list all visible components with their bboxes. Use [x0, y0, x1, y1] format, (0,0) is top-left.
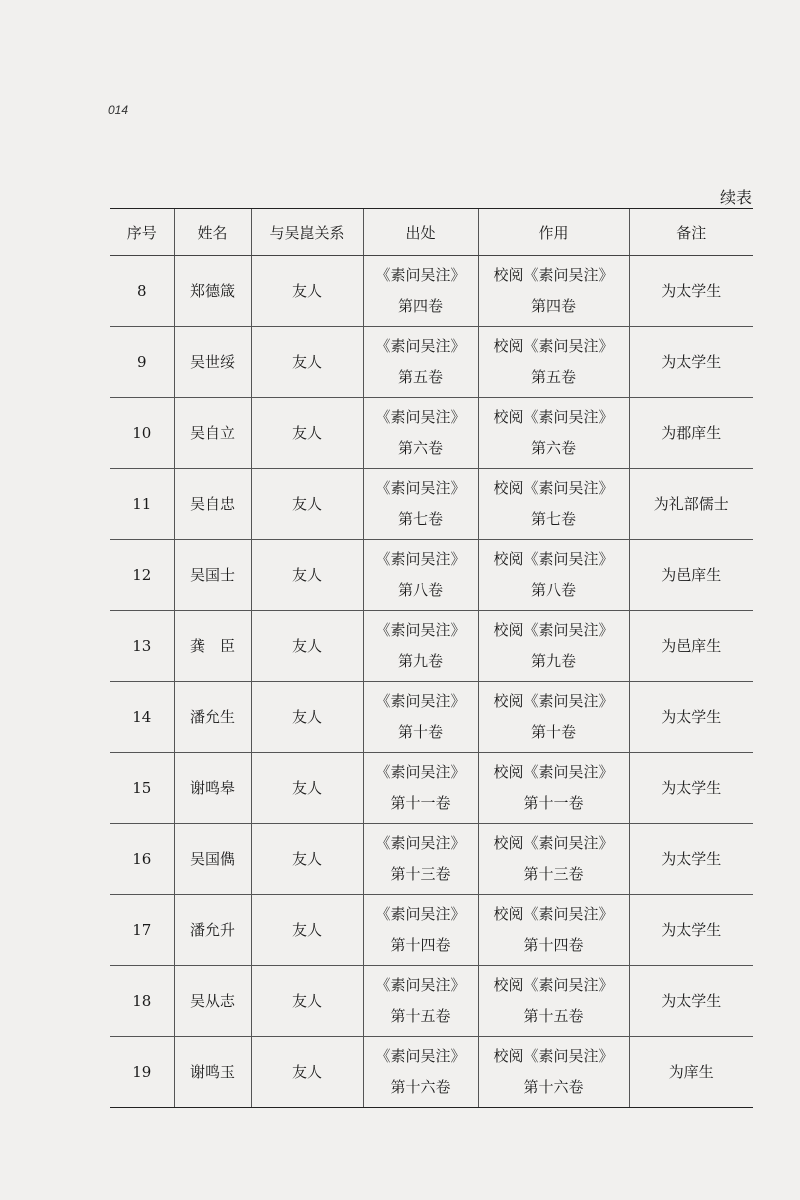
table-row: [110, 256, 753, 327]
cell-note: 为太学生: [629, 966, 753, 1037]
source-title: 《素问吴注》: [375, 905, 466, 923]
table-body: [110, 256, 753, 1108]
source-title: 《素问吴注》: [375, 266, 466, 284]
cell-source: [363, 682, 478, 753]
role-volume: 第五卷: [530, 368, 576, 386]
table-row: [110, 682, 753, 753]
cell-num: 17: [110, 895, 174, 966]
table-row: [110, 469, 753, 540]
cell-role: [478, 256, 629, 327]
source-title: 《素问吴注》: [375, 1047, 466, 1065]
cell-relation: 友人: [251, 966, 363, 1037]
source-volume: 第四卷: [397, 297, 443, 315]
cell-role: [478, 398, 629, 469]
header-row: [110, 209, 753, 256]
cell-relation: 友人: [251, 611, 363, 682]
source-volume: 第十三卷: [390, 865, 451, 883]
role-volume: 第十四卷: [523, 936, 584, 954]
cell-num: 9: [110, 327, 174, 398]
cell-note: 为邑庠生: [629, 540, 753, 611]
cell-role: [478, 824, 629, 895]
source-volume: 第十卷: [397, 723, 443, 741]
cell-relation: 友人: [251, 824, 363, 895]
cell-num: 19: [110, 1037, 174, 1108]
cell-source: [363, 895, 478, 966]
source-volume: 第十一卷: [390, 794, 451, 812]
role-action: 校阅《素问吴注》: [493, 1047, 614, 1065]
cell-source: [363, 1037, 478, 1108]
cell-role: [478, 966, 629, 1037]
source-title: 《素问吴注》: [375, 976, 466, 994]
table-row: [110, 611, 753, 682]
continued-table-label: 续表: [719, 188, 752, 207]
role-action: 校阅《素问吴注》: [493, 692, 614, 710]
source-title: 《素问吴注》: [375, 834, 466, 852]
cell-num: 10: [110, 398, 174, 469]
page-number: 014: [108, 103, 129, 117]
data-table: [110, 208, 753, 1108]
role-volume: 第十三卷: [523, 865, 584, 883]
role-volume: 第四卷: [530, 297, 576, 315]
table-row: [110, 327, 753, 398]
role-action: 校阅《素问吴注》: [493, 834, 614, 852]
cell-note: 为太学生: [629, 895, 753, 966]
cell-source: [363, 398, 478, 469]
cell-num: 8: [110, 256, 174, 327]
table-row: [110, 398, 753, 469]
cell-source: [363, 753, 478, 824]
cell-note: 为太学生: [629, 753, 753, 824]
cell-num: 14: [110, 682, 174, 753]
role-action: 校阅《素问吴注》: [493, 905, 614, 923]
source-volume: 第七卷: [397, 510, 443, 528]
cell-name: 吴自忠: [174, 469, 251, 540]
cell-num: 15: [110, 753, 174, 824]
header-cell-name: 姓名: [174, 209, 251, 256]
source-volume: 第十五卷: [390, 1007, 451, 1025]
table-row: [110, 540, 753, 611]
role-action: 校阅《素问吴注》: [493, 408, 614, 426]
cell-note: 为礼部儒士: [629, 469, 753, 540]
cell-role: [478, 895, 629, 966]
cell-source: [363, 611, 478, 682]
cell-note: 为太学生: [629, 824, 753, 895]
cell-num: 12: [110, 540, 174, 611]
table-row: [110, 824, 753, 895]
cell-relation: 友人: [251, 1037, 363, 1108]
table-header: [110, 209, 753, 256]
cell-name: 吴自立: [174, 398, 251, 469]
header-cell-note: 备注: [629, 209, 753, 256]
cell-relation: 友人: [251, 469, 363, 540]
table-row: [110, 966, 753, 1037]
cell-source: [363, 256, 478, 327]
source-title: 《素问吴注》: [375, 621, 466, 639]
source-title: 《素问吴注》: [375, 550, 466, 568]
cell-num: 18: [110, 966, 174, 1037]
cell-relation: 友人: [251, 256, 363, 327]
role-volume: 第八卷: [530, 581, 576, 599]
cell-note: 为郡庠生: [629, 398, 753, 469]
source-title: 《素问吴注》: [375, 763, 466, 781]
role-volume: 第十卷: [530, 723, 576, 741]
cell-source: [363, 966, 478, 1037]
cell-source: [363, 824, 478, 895]
cell-source: [363, 540, 478, 611]
role-action: 校阅《素问吴注》: [493, 337, 614, 355]
cell-role: [478, 682, 629, 753]
role-volume: 第十一卷: [523, 794, 584, 812]
cell-name: 吴国儁: [174, 824, 251, 895]
role-action: 校阅《素问吴注》: [493, 621, 614, 639]
cell-relation: 友人: [251, 682, 363, 753]
cell-relation: 友人: [251, 895, 363, 966]
cell-note: 为邑庠生: [629, 611, 753, 682]
role-volume: 第九卷: [530, 652, 576, 670]
cell-name: 潘允升: [174, 895, 251, 966]
cell-note: 为太学生: [629, 682, 753, 753]
cell-note: 为太学生: [629, 256, 753, 327]
cell-relation: 友人: [251, 753, 363, 824]
cell-relation: 友人: [251, 540, 363, 611]
source-volume: 第十六卷: [390, 1078, 451, 1096]
header-cell-role: 作用: [478, 209, 629, 256]
role-volume: 第十六卷: [523, 1078, 584, 1096]
role-action: 校阅《素问吴注》: [493, 976, 614, 994]
cell-name: 吴从志: [174, 966, 251, 1037]
cell-role: [478, 327, 629, 398]
cell-note: 为太学生: [629, 327, 753, 398]
cell-name: 谢鸣玉: [174, 1037, 251, 1108]
cell-role: [478, 1037, 629, 1108]
source-title: 《素问吴注》: [375, 408, 466, 426]
cell-role: [478, 611, 629, 682]
header-cell-num: 序号: [110, 209, 174, 256]
cell-name: 龚 臣: [174, 611, 251, 682]
source-volume: 第十四卷: [390, 936, 451, 954]
cell-num: 16: [110, 824, 174, 895]
header-cell-source: 出处: [363, 209, 478, 256]
cell-name: 郑德箴: [174, 256, 251, 327]
table-row: [110, 1037, 753, 1108]
cell-relation: 友人: [251, 398, 363, 469]
role-action: 校阅《素问吴注》: [493, 266, 614, 284]
cell-name: 潘允生: [174, 682, 251, 753]
source-volume: 第八卷: [397, 581, 443, 599]
cell-name: 谢鸣皋: [174, 753, 251, 824]
table-row: [110, 753, 753, 824]
cell-source: [363, 469, 478, 540]
cell-role: [478, 753, 629, 824]
header-cell-relation: 与吴崑关系: [251, 209, 363, 256]
table-row: [110, 895, 753, 966]
cell-name: 吴国士: [174, 540, 251, 611]
source-volume: 第九卷: [397, 652, 443, 670]
source-title: 《素问吴注》: [375, 337, 466, 355]
role-volume: 第七卷: [530, 510, 576, 528]
cell-role: [478, 469, 629, 540]
cell-num: 13: [110, 611, 174, 682]
cell-num: 11: [110, 469, 174, 540]
role-volume: 第十五卷: [523, 1007, 584, 1025]
cell-note: 为庠生: [629, 1037, 753, 1108]
source-volume: 第六卷: [397, 439, 443, 457]
role-volume: 第六卷: [530, 439, 576, 457]
source-title: 《素问吴注》: [375, 479, 466, 497]
cell-name: 吴世绥: [174, 327, 251, 398]
role-action: 校阅《素问吴注》: [493, 550, 614, 568]
source-title: 《素问吴注》: [375, 692, 466, 710]
source-volume: 第五卷: [397, 368, 443, 386]
role-action: 校阅《素问吴注》: [493, 479, 614, 497]
role-action: 校阅《素问吴注》: [493, 763, 614, 781]
cell-role: [478, 540, 629, 611]
cell-relation: 友人: [251, 327, 363, 398]
cell-source: [363, 327, 478, 398]
